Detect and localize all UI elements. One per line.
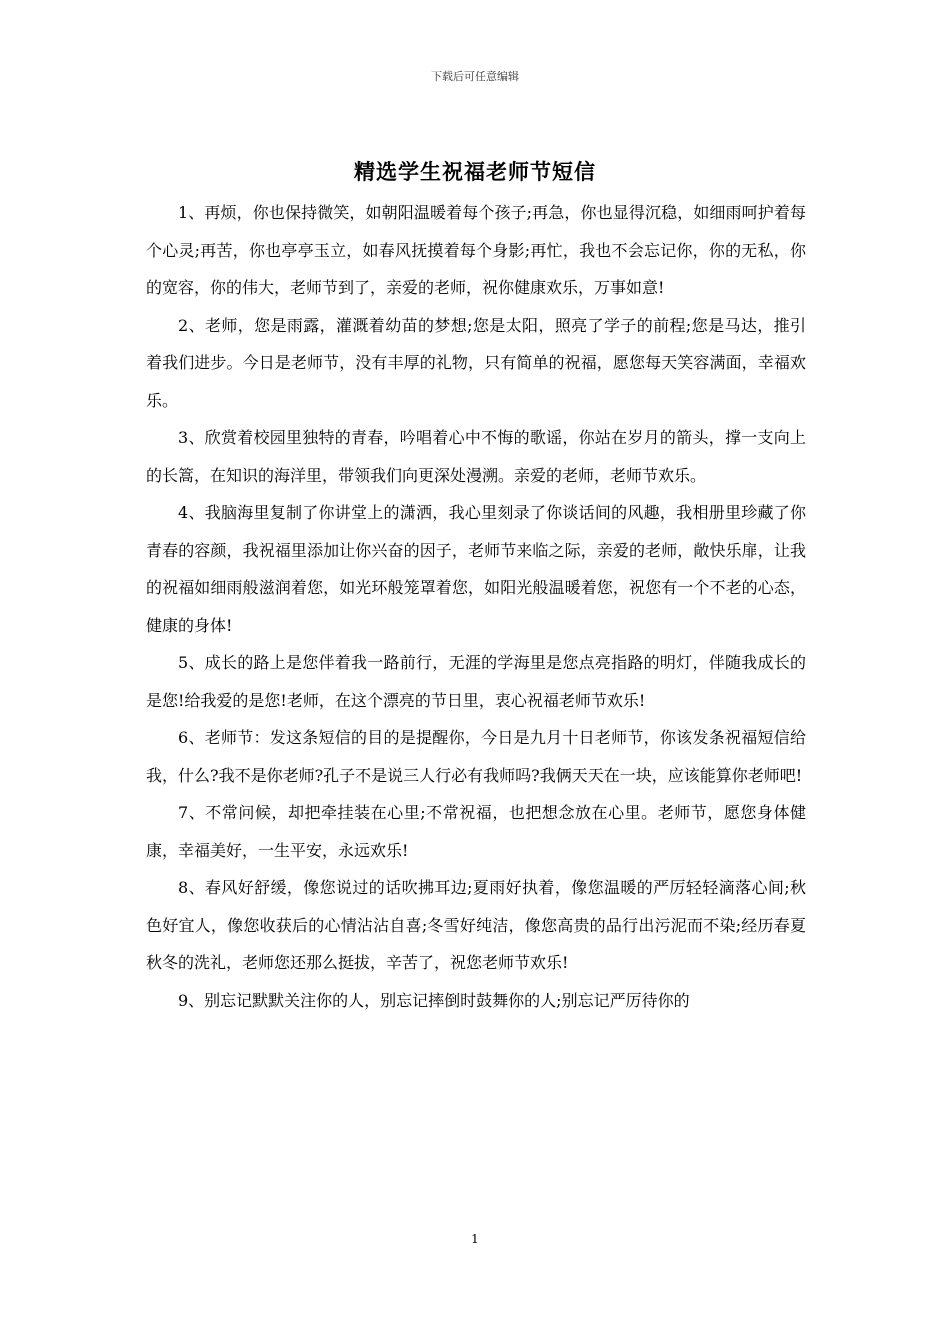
paragraph-2: 2、老师，您是雨露，灌溉着幼苗的梦想;您是太阳，照亮了学子的前程;您是马达，推引着我们进步。今日是老师节，没有丰厚的礼物，只有简单的祝福，愿您每天笑容满面，幸福欢乐。 [146, 315, 806, 410]
paragraph-7: 7、不常问候，却把牵挂装在心里;不常祝福，也把想念放在心里。老师节，愿您身体健康，幸福美好，一生平安，永远欢乐! [146, 803, 806, 860]
page-number: 1 [471, 1232, 479, 1246]
paragraph-3: 3、欣赏着校园里独特的青春，吟唱着心中不悔的歌谣，你站在岁月的箭头，撑一支向上的长篙，在知识的海洋里，带领我们向更深处漫溯。亲爱的老师，老师节欢乐。 [146, 428, 806, 485]
paragraph-5: 5、成长的路上是您伴着我一路前行，无涯的学海里是您点亮指路的明灯，伴随我成长的是您!给我爱的是您!老师，在这个漂亮的节日里，衷心祝福老师节欢乐! [146, 653, 806, 710]
header-note: 下载后可任意编辑 [431, 70, 519, 83]
paragraph-8: 8、春风好舒缓，像您说过的话吹拂耳边;夏雨好执着，像您温暖的严厉轻轻滴落心间;秋色好宜人，像您收获后的心情沾沾自喜;冬雪好纯洁，像您高贵的品行出污泥而不染;经历春夏秋冬的洗礼，老师您还那么挺拔，辛苦了，祝您老师节欢乐! [146, 878, 806, 972]
paragraph-9: 9、别忘记默默关注你的人，别忘记摔倒时鼓舞你的人;别忘记严厉待你的 [178, 990, 690, 1010]
paragraph-1: 1、再烦，你也保持微笑，如朝阳温暖着每个孩子;再急，你也显得沉稳，如细雨呵护着每个心灵;再苦，你也亭亭玉立，如春风抚摸着每个身影;再忙，我也不会忘记你，你的无私，你的宽容，你的伟大，老师节到了，亲爱的老师，祝你健康欢乐，万事如意! [146, 203, 806, 297]
paragraph-4: 4、我脑海里复制了你讲堂上的潇洒，我心里刻录了你谈话间的风趣，我相册里珍藏了你青春的容颜，我祝福里添加让你兴奋的因子，老师节来临之际，亲爱的老师，敞快乐扉，让我的祝福如细雨般滋润着您，如光环般笼罩着您，如阳光般温暖着您，祝您有一个不老的心态，健康的身体! [146, 503, 806, 635]
paragraph-6: 6、老师节：发这条短信的目的是提醒你，今日是九月十日老师节，你该发条祝福短信给我，什么?我不是你老师?孔子不是说三人行必有我师吗?我俩天天在一块，应该能算你老师吧! [146, 728, 806, 785]
document-body [146, 194, 806, 1019]
document-title: 精选学生祝福老师节短信 [354, 159, 596, 184]
